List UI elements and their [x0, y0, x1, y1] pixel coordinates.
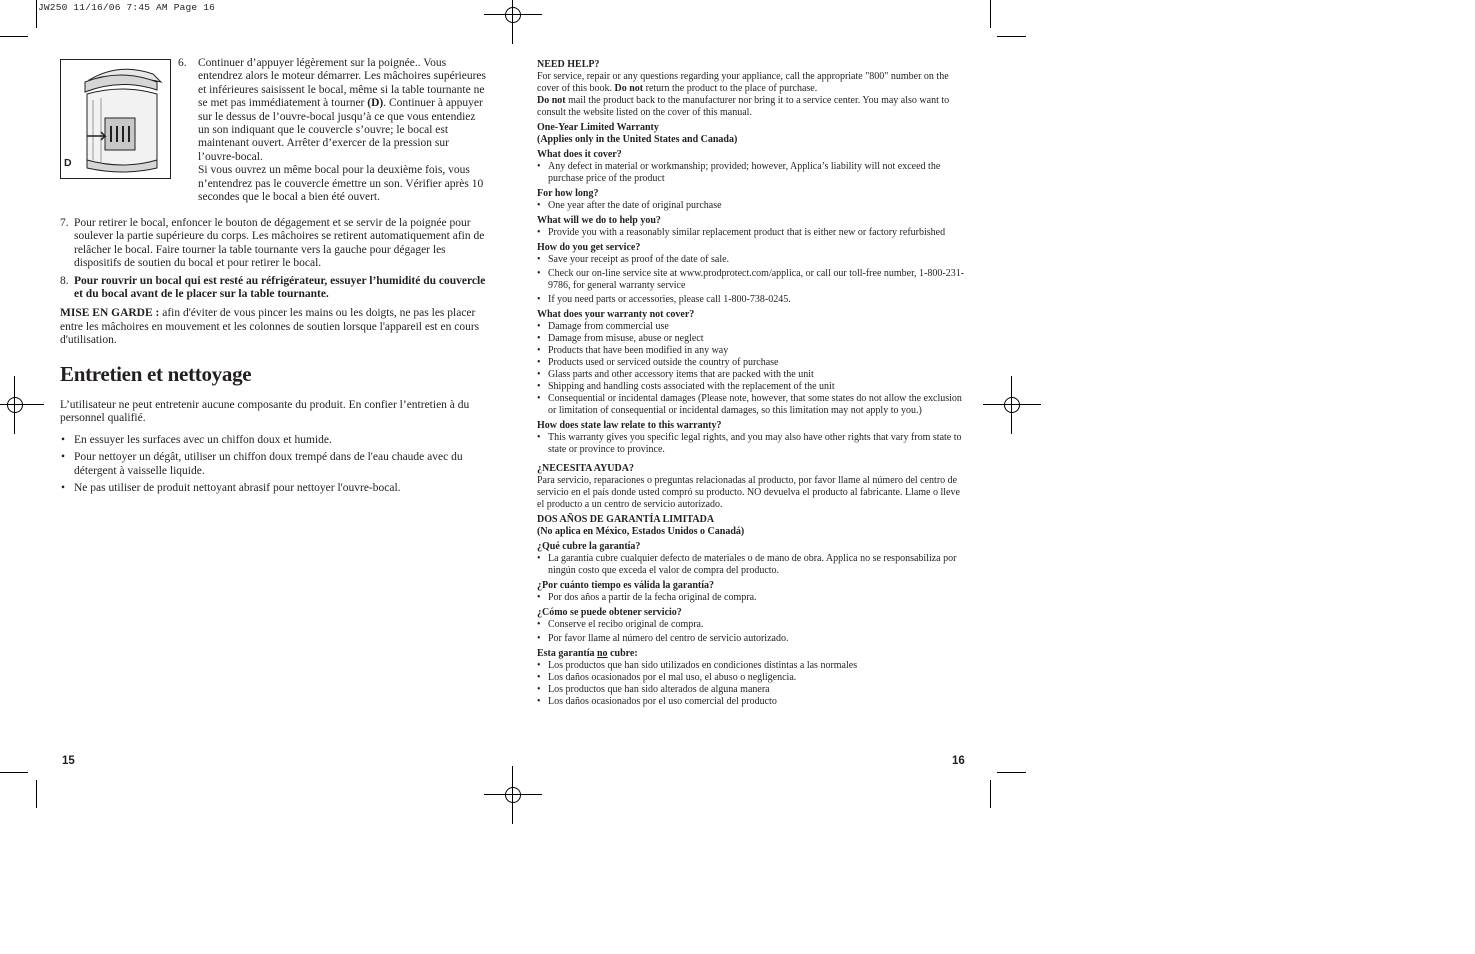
answer-list: [537, 227, 969, 239]
text-bold: Do not: [614, 83, 644, 94]
list-item-text: This warranty gives you specific legal rights, and you may also have other rights that vary from state to state or province to province.: [548, 432, 962, 455]
registration-mark-right: [983, 376, 1041, 434]
list-item: • Los productos que han sido utilizados en condiciones distintas a las normales: [537, 660, 858, 671]
question-heading: How does state law relate to this warranty?: [537, 420, 722, 431]
step-number: 7.: [60, 217, 69, 229]
step-6-text-c: . Continuer à appuyer sur le dessus de l’ouvre-bocal jusqu’à ce que vous entendiez un son indiquant que le couvercle s’ouvre; le bocal est maintenant ouvert. Arrêter d’exercer de la pression sur l’ouvre-bocal.: [198, 97, 483, 163]
question-heading: How do you get service?: [537, 242, 641, 253]
list-item-text: Products used or serviced outside the country of purchase: [548, 357, 779, 368]
list-item-text: Los productos que han sido alterados de alguna manera: [548, 684, 770, 695]
list-item: • Provide you with a reasonably similar replacement product that is either new or factory refurbished: [537, 227, 946, 238]
step-7-text: Pour retirer le bocal, enfoncer le bouton de dégagement et se servir de la poignée pour soulever la partie supérieure du corps. Les mâchoires se retirent automatiquement afin de relâcher le bocal. Faire tourner la table tournante vers la gauche pour dégager les dispositifs de soutien du bocal et pour retirer le bocal.: [74, 217, 485, 270]
text: cubre:: [607, 648, 638, 659]
list-item-text: Glass parts and other accessory items that are packed with the unit: [548, 369, 814, 380]
section-title: Entretien et nettoyage: [60, 362, 252, 386]
page-number-left: 15: [62, 755, 75, 767]
step-6-text-d: Si vous ouvrez un même bocal pour la deuxième fois, vous n’entendrez pas le couvercle émettre un son. Vérifier après 10 secondes que le bocal a bien été ouvert.: [198, 164, 484, 204]
text: Esta garantía: [537, 648, 597, 659]
list-item-text: Conserve el recibo original de compra.: [548, 619, 704, 630]
crop-mark: [0, 772, 28, 773]
question-heading: ¿Cómo se puede obtener servicio?: [537, 607, 682, 618]
step-8-text: [74, 275, 488, 302]
list-item-text: Pour nettoyer un dégât, utiliser un chiffon doux trempé dans de l'eau chaude avec du détergent à vaisselle liquide.: [74, 451, 463, 477]
list-item: • Por favor llame al número del centro de servicio autorizado.: [537, 633, 789, 644]
need-help-paragraph-2: [537, 95, 969, 119]
page-number-right: 16: [952, 755, 965, 767]
text: mail the product back to the manufacturer nor bring it to a service center. You may also want to consult the website listed on the cover of this manual.: [537, 95, 950, 118]
crop-mark: [997, 772, 1026, 773]
list-item: • La garantía cubre cualquier defecto de materiales o de mano de obra. Applica no se responsabiliza por ningún costo que exceda el valor de compra del producto.: [537, 553, 957, 576]
list-item: • Glass parts and other accessory items that are packed with the unit: [537, 369, 814, 380]
answer-list: [537, 432, 969, 456]
warranty-title: One-Year Limited Warranty: [537, 122, 659, 133]
list-item: • One year after the date of original purchase: [537, 200, 722, 211]
list-item-text: Los productos que han sido utilizados en condiciones distintas a las normales: [548, 660, 858, 671]
list-item: • Pour nettoyer un dégât, utiliser un chiffon doux trempé dans de l'eau chaude avec du détergent à vaisselle liquide.: [61, 451, 463, 477]
list-item: • Save your receipt as proof of the date of sale.: [537, 254, 730, 265]
warning-text: afin d'éviter de vous pincer les mains ou les doigts, ne pas les placer entre les mâchoires en mouvement et les colonnes de soutien lorsque l'appareil est en cours d'utilisation.: [60, 307, 480, 347]
list-item-text: Ne pas utiliser de produit nettoyant abrasif pour nettoyer l'ouvre-bocal.: [74, 482, 401, 495]
step-6: [178, 57, 488, 204]
list-item: • Any defect in material or workmanship; provided; however, Applica’s liability will not exceed the purchase price of the product: [537, 161, 941, 184]
list-item-text: Shipping and handling costs associated with the replacement of the unit: [548, 381, 835, 392]
list-item: • Products that have been modified in any way: [537, 345, 729, 356]
crop-mark: [990, 0, 991, 28]
text: return the product to the place of purchase.: [643, 83, 818, 94]
question-heading: [537, 648, 969, 660]
jar-opener-drawing: [61, 60, 170, 178]
step-7: [60, 217, 488, 271]
step-number: 8.: [60, 274, 69, 287]
text-bold: Do not: [537, 95, 566, 106]
crop-mark: [997, 36, 1026, 37]
list-item-text: Products that have been modified in any way: [548, 345, 729, 356]
crop-mark: [36, 0, 37, 28]
text-underlined: no: [597, 648, 608, 659]
maintenance-section: [60, 399, 488, 499]
step-8-bold: Pour rouvrir un bocal qui est resté au réfrigérateur, essuyer l’humidité du couvercle et du bocal avant de le placer sur la table tournante.: [74, 274, 486, 301]
crop-mark: [36, 780, 37, 808]
list-item: • Los daños ocasionados por el mal uso, el abuso o negligencia.: [537, 672, 797, 683]
step-6-text-a: Continuer d’appuyer légèrement sur la poignée.. Vous entendrez alors le moteur démarrer. Les mâchoires supérieures et inférieures saisissent le bocal, même si la table tournante ne se met pas immédiatement à tourner: [198, 57, 487, 110]
question-heading: What will we do to help you?: [537, 215, 661, 226]
list-item-text: Save your receipt as proof of the date of sale.: [548, 254, 730, 265]
answer-list: [537, 321, 969, 417]
registration-mark-bottom: [484, 766, 542, 824]
step-number: 6.: [178, 57, 187, 69]
list-item-text: La garantía cubre cualquier defecto de materiales o de mano de obra. Applica no se responsabiliza por ningún costo que exceda el valor de compra del producto.: [548, 553, 957, 576]
list-item-text: Los daños ocasionados por el mal uso, el abuso o negligencia.: [548, 672, 797, 683]
list-item: • Damage from commercial use: [537, 321, 669, 332]
question-heading: What does your warranty not cover?: [537, 309, 695, 320]
list-item-text: Por favor llame al número del centro de servicio autorizado.: [548, 633, 789, 644]
answer-list: [537, 660, 969, 708]
figure-label: D: [64, 156, 72, 169]
need-help-title: NEED HELP?: [537, 59, 600, 70]
list-item: • Los productos que han sido alterados de alguna manera: [537, 684, 770, 695]
printer-slug: JW250 11/16/06 7:45 AM Page 16: [38, 2, 216, 13]
es-help-title: ¿NECESITA AYUDA?: [537, 463, 634, 474]
question-heading: ¿Por cuánto tiempo es válida la garantía?: [537, 580, 715, 591]
crop-mark: [990, 780, 991, 808]
step-6-text: [198, 57, 488, 204]
page-16: [537, 59, 969, 708]
list-item: • This warranty gives you specific legal rights, and you may also have other rights that vary from state to state or province to province.: [537, 432, 962, 455]
spacer: [537, 456, 969, 463]
list-item-text: If you need parts or accessories, please call 1-800-738-0245.: [548, 294, 791, 305]
list-item: • Los daños ocasionados por el uso comercial del producto: [537, 696, 777, 707]
question-heading: What does it cover?: [537, 149, 622, 160]
list-item-text: Consequential or incidental damages (Please note, however, that some states do not allow the exclusion or limitation of consequential or incidental damages, so this limitation may not apply to you.): [548, 393, 962, 416]
need-help-paragraph-1: [537, 71, 969, 95]
list-item-text: Damage from commercial use: [548, 321, 669, 332]
crop-mark: [0, 36, 28, 37]
list-item: • If you need parts or accessories, please call 1-800-738-0245.: [537, 294, 791, 305]
text: For service, repair or any questions regarding your appliance, call the appropriate "800" number on the cover of this book.: [537, 71, 949, 94]
es-warranty-title: DOS AÑOS DE GARANTÍA LIMITADA: [537, 514, 715, 525]
list-item-text: Por dos años a partir de la fecha original de compra.: [548, 592, 757, 603]
list-item: • Ne pas utiliser de produit nettoyant abrasif pour nettoyer l'ouvre-bocal.: [61, 482, 401, 495]
question-heading: For how long?: [537, 188, 599, 199]
list-item: • En essuyer les surfaces avec un chiffon doux et humide.: [61, 433, 332, 446]
maintenance-intro: L’utilisateur ne peut entretenir aucune composante du produit. En confier l’entretien à du personnel qualifié.: [60, 399, 470, 425]
answer-list: [537, 592, 969, 604]
answer-list: [537, 619, 969, 645]
list-item-text: En essuyer les surfaces avec un chiffon doux et humide.: [74, 433, 332, 446]
answer-list: [537, 161, 969, 185]
list-item: • Products used or serviced outside the country of purchase: [537, 357, 779, 368]
step-8: [60, 275, 488, 302]
list-item-text: One year after the date of original purchase: [548, 200, 722, 211]
list-item: • Consequential or incidental damages (Please note, however, that some states do not allow the exclusion or limitation of consequential or incidental damages, so this limitation may not apply to you.): [537, 393, 962, 416]
list-item-text: Any defect in material or workmanship; provided; however, Applica’s liability will not exceed the purchase price of the product: [548, 161, 941, 184]
figure-d-jar-opener-illustration: [60, 59, 171, 179]
list-item: • Shipping and handling costs associated with the replacement of the unit: [537, 381, 835, 392]
list-item-text: Damage from misuse, abuse or neglect: [548, 333, 704, 344]
warning-label: MISE EN GARDE :: [60, 307, 160, 320]
steps-list: [60, 217, 488, 348]
list-item-text: Check our on-line service site at www.prodprotect.com/applica, or call our toll-free number, 1-800-231-9786, for general warranty service: [548, 268, 965, 291]
list-item-text: Provide you with a reasonably similar replacement product that is either new or factory refurbished: [548, 227, 946, 238]
list-item-text: Los daños ocasionados por el uso comercial del producto: [548, 696, 777, 707]
warranty-subtitle: (Applies only in the United States and Canada): [537, 134, 738, 145]
maintenance-list: [60, 434, 488, 496]
es-help-text: Para servicio, reparaciones o preguntas relacionadas al producto, por favor llame al número del centro de servicio en el país donde usted compró su producto. NO devuelva el producto al fabricante. Llame o lleve el producto a un centro de servicio autorizado.: [537, 475, 960, 510]
registration-mark-top: [484, 0, 542, 44]
warning-paragraph: [60, 307, 488, 347]
registration-mark-left: [0, 376, 44, 434]
figure-reference: (D): [367, 97, 384, 110]
answer-list: [537, 553, 969, 577]
list-item: • Check our on-line service site at www.prodprotect.com/applica, or call our toll-free number, 1-800-231-9786, for general warranty service: [537, 268, 965, 291]
answer-list: [537, 200, 969, 212]
answer-list: [537, 254, 969, 306]
es-warranty-subtitle: (No aplica en México, Estados Unidos o Canadá): [537, 526, 745, 537]
list-item: • Conserve el recibo original de compra.: [537, 619, 704, 630]
list-item: • Por dos años a partir de la fecha original de compra.: [537, 592, 757, 603]
question-heading: ¿Qué cubre la garantía?: [537, 541, 641, 552]
list-item: • Damage from misuse, abuse or neglect: [537, 333, 704, 344]
